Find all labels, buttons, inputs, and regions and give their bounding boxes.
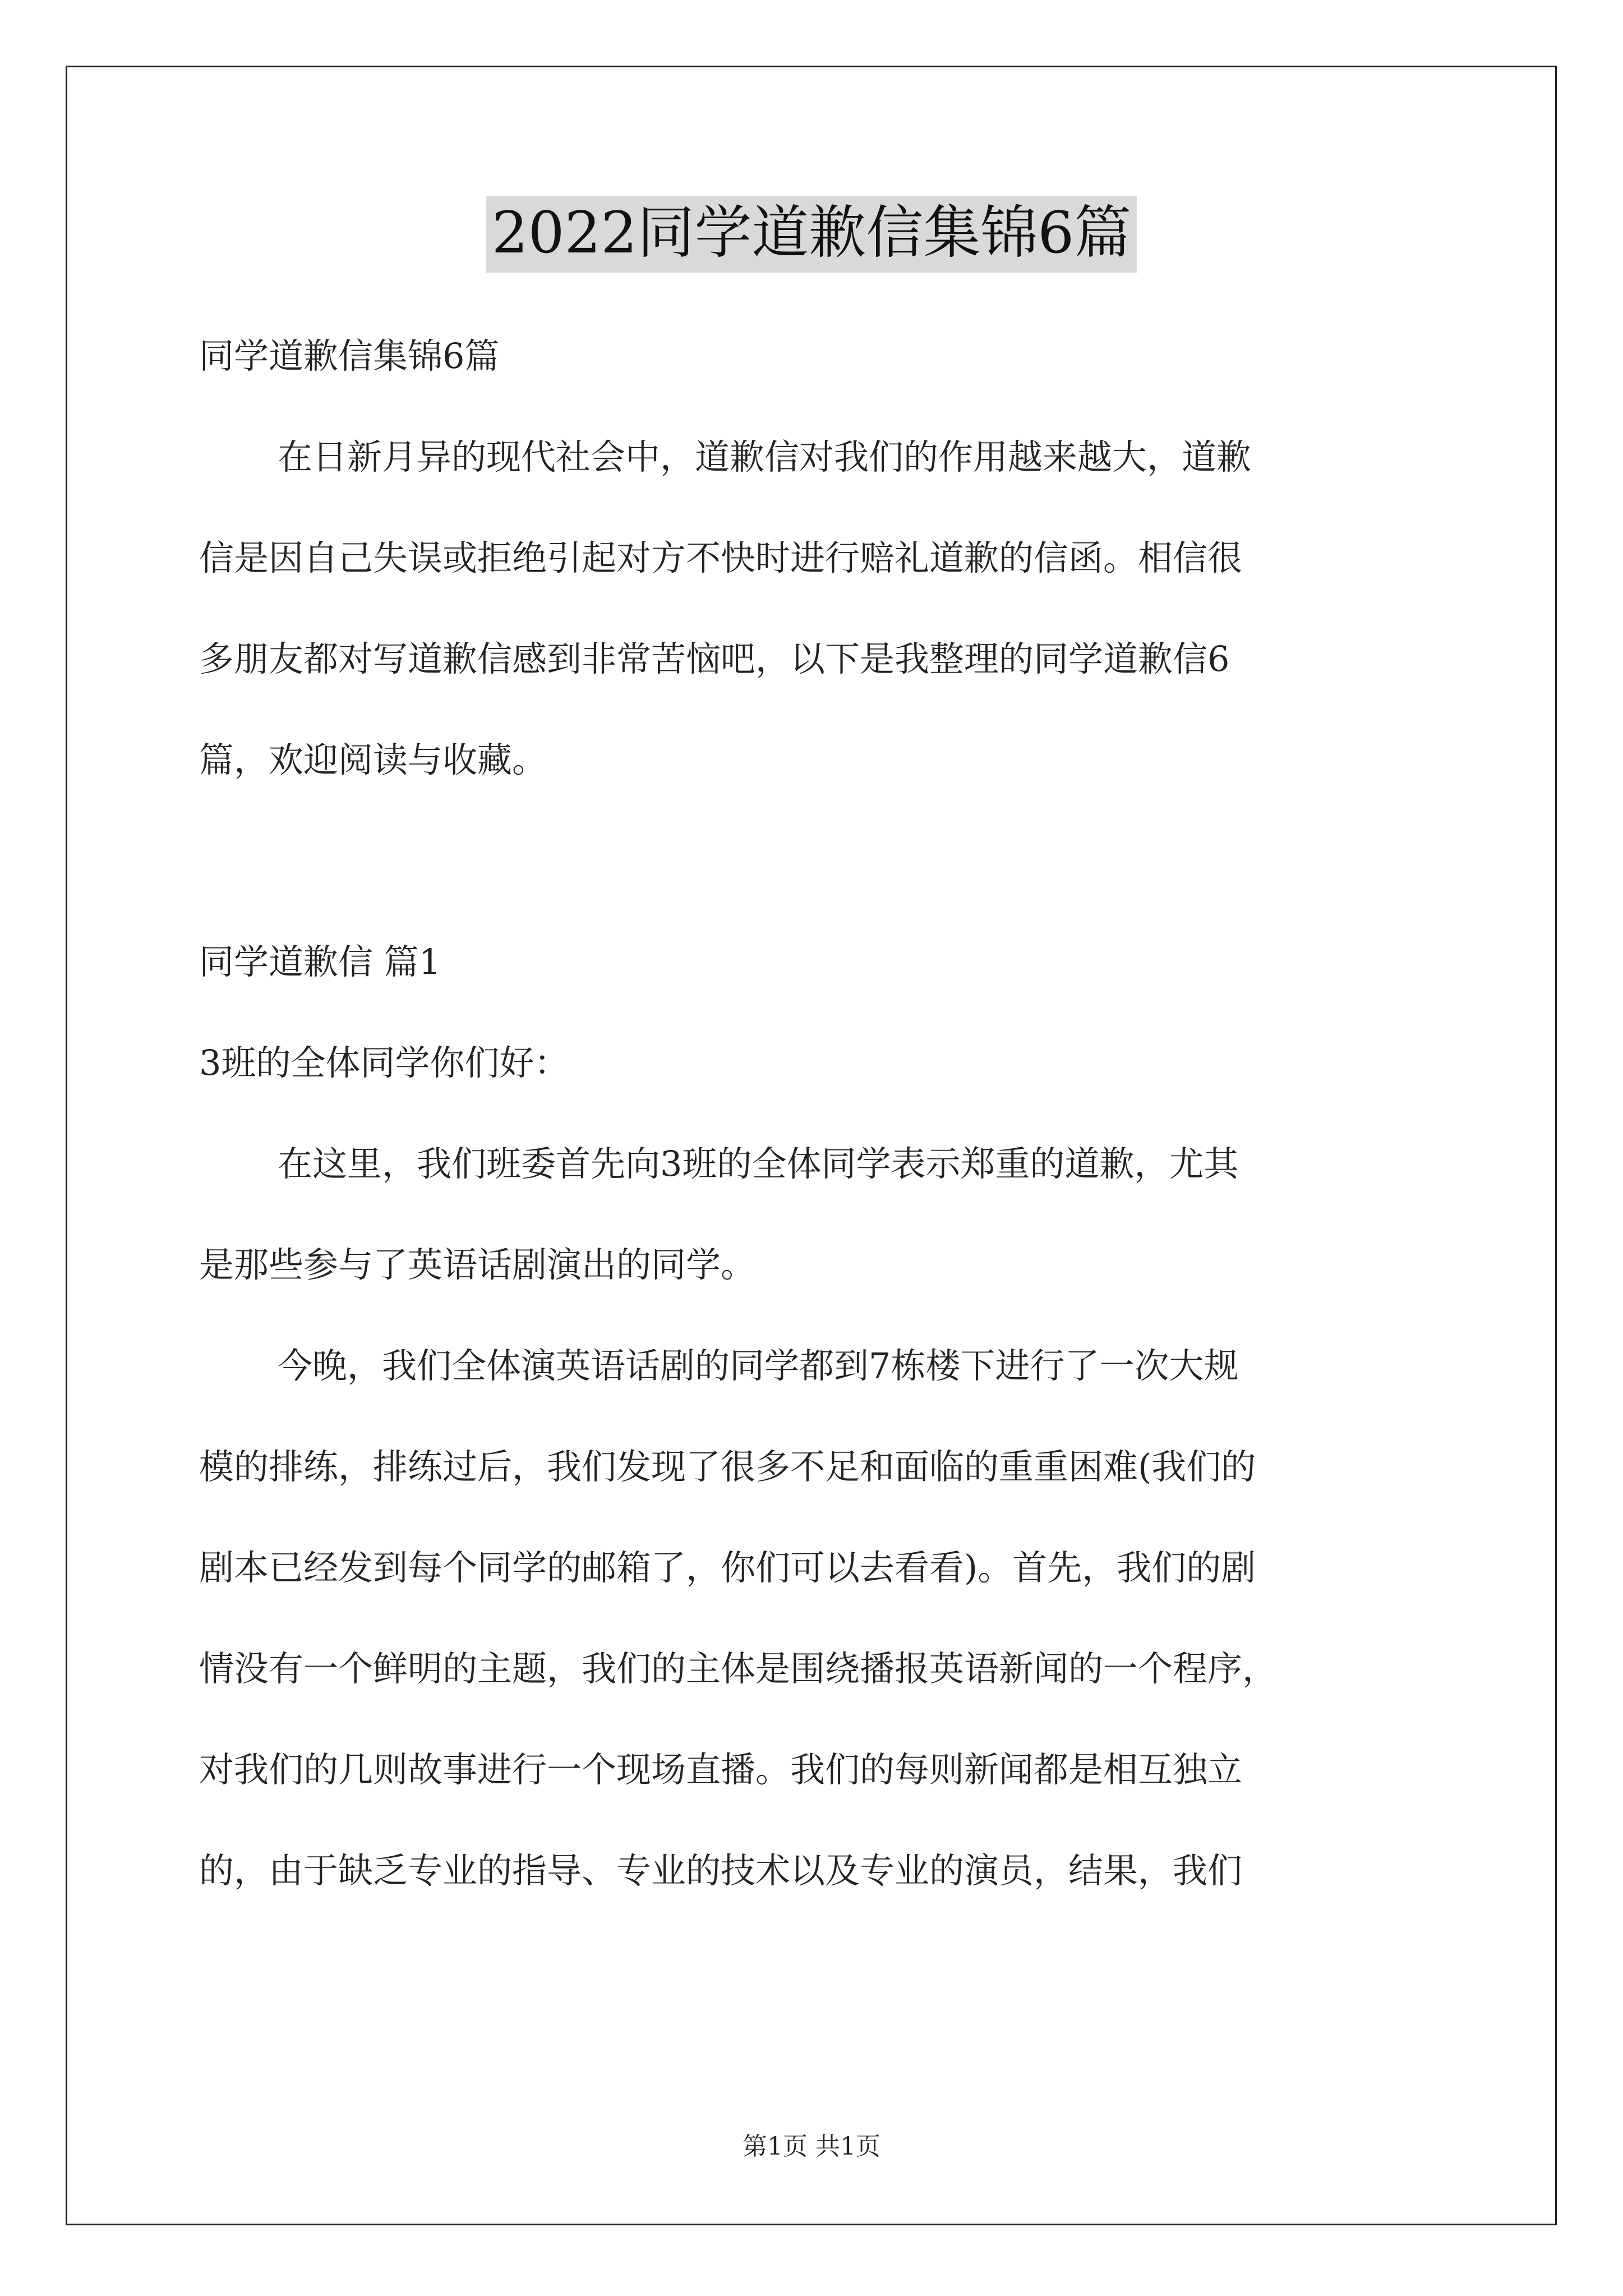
para1-line: 在这里，我们班委首先向3班的全体同学表示郑重的道歉，尤其 [278, 1143, 1239, 1184]
intro-line: 多朋友都对写道歉信感到非常苦恼吧，以下是我整理的同学道歉信6 [199, 638, 1230, 679]
para1-line: 是那些参与了英语话剧演出的同学。 [199, 1244, 756, 1285]
intro-line: 在日新月异的现代社会中，道歉信对我们的作用越来越大，道歉 [278, 436, 1252, 477]
para2-line: 情没有一个鲜明的主题，我们的主体是围绕播报英语新闻的一个程序， [199, 1648, 1278, 1689]
intro-line: 信是因自己失误或拒绝引起对方不快时进行赔礼道歉的信函。相信很 [199, 537, 1243, 578]
subtitle: 同学道歉信集锦6篇 [199, 335, 500, 376]
intro-line: 篇，欢迎阅读与收藏。 [199, 739, 547, 780]
page-number: 第1页 共1页 [743, 2132, 880, 2161]
para2-line: 今晚，我们全体演英语话剧的同学都到7栋楼下进行了一次大规 [278, 1345, 1239, 1386]
salutation: 3班的全体同学你们好： [199, 1042, 569, 1083]
page-footer [0, 2126, 1623, 2162]
spacer [199, 811, 1433, 912]
para2-line: 的，由于缺乏专业的指导、专业的技术以及专业的演员，结果，我们 [199, 1850, 1243, 1891]
document-title: 2022同学道歉信集锦6篇 [486, 196, 1137, 273]
para2-line: 剧本已经发到每个同学的邮箱了，你们可以去看看)。首先，我们的剧 [199, 1547, 1256, 1588]
para2-line: 对我们的几则故事进行一个现场直播。我们的每则新闻都是相互独立 [199, 1749, 1243, 1790]
section-heading: 同学道歉信 篇1 [199, 941, 441, 982]
document-body [199, 306, 1433, 1921]
title-container [0, 196, 1623, 273]
para2-line: 模的排练，排练过后，我们发现了很多不足和面临的重重困难(我们的 [199, 1446, 1256, 1487]
